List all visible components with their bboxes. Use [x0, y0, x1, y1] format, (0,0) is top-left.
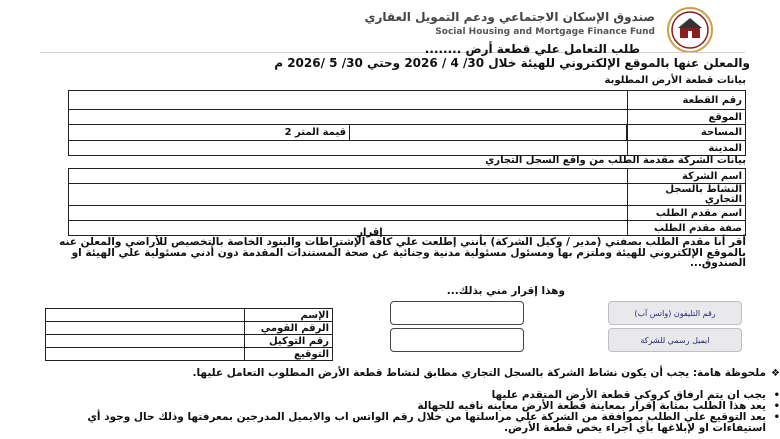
note-item [56, 367, 780, 379]
fund-logo [663, 6, 717, 54]
activity-field[interactable] [69, 184, 628, 206]
plot-number-label: رقم القطعة [628, 91, 746, 110]
org-name-english: Social Housing and Mortgage Finance Fund [435, 27, 655, 37]
bullet-icon: • [773, 412, 780, 423]
national-id-field[interactable] [46, 322, 245, 335]
city-label: المدينة [628, 141, 746, 156]
org-name-arabic: صندوق الإسكان الاجتماعي ودعم التمويل العقاري [364, 10, 655, 24]
company-name-label: اسم الشركة [628, 169, 746, 184]
phone-label-box [608, 301, 742, 325]
name-field[interactable] [46, 309, 245, 322]
power-of-attorney-label: رقم التوكيل [245, 335, 333, 348]
signature-label: التوقيع [245, 348, 333, 361]
meter-price-field[interactable] [69, 125, 258, 140]
plot-number-field[interactable] [69, 91, 628, 110]
note-text: يجب ان يتم ارفاق كروكي قطعة الأرض المتقدم عليها [491, 389, 766, 401]
signature-table [45, 308, 333, 361]
declaration-body: أقر أنا مقدم الطلب بصفتي (مدير / وكيل الشركة) بأنني إطلعت علي كافة الإشتراطات والبنود الخاصة بالتخصيص للأراضي والمعلن عنه بالموقع الإلكتروني للهيئة وملتزم بها ومسئول مسئولية مدنية وجنائية عن صحة المستندات المقدمة دون أدني مسئولية علي الهيئة او الصندوق... [59, 236, 746, 269]
applicant-name-label: اسم مقدم الطلب [628, 206, 746, 221]
name-label: الإسم [245, 309, 333, 322]
note-text: بعد التوقيع علي الطلب بموافقة من الشركة علي مراسلتها من خلال رقم الواتس اب والايميل المدرجين بمعرفتها وذلك حال وجود أي استيفاءات او لإبلاغها بأي اجراء يخص قطعة الأرض. [87, 411, 766, 434]
location-field[interactable] [69, 110, 628, 125]
land-data-table [68, 90, 746, 156]
email-input[interactable] [390, 328, 524, 352]
national-id-label: الرقم القومي [245, 322, 333, 335]
request-subtitle: والمعلن عنها بالموقع الإلكتروني للهيئة خلال 30/ 4 / 2026 وحتي 30/ 5 /2026 م [274, 56, 750, 70]
request-title: طلب التعامل علي قطعة أرض ........ [424, 42, 640, 56]
activity-label: النشاط بالسجل التجاري [628, 184, 746, 206]
phone-label: رقم التليفون (واتس آب) [634, 308, 716, 318]
bullet-icon: • [773, 390, 780, 401]
company-name-field[interactable] [69, 169, 628, 184]
declaration-closing: وهذا إقرار مني بذلك... [446, 285, 565, 297]
area-label: المساحة [628, 125, 746, 141]
diamond-bullet-icon: ❖ [771, 368, 780, 379]
applicant-capacity-label: صفة مقدم الطلب [628, 221, 746, 236]
location-label: الموقع [628, 110, 746, 125]
note-text: ملحوظة هامة: يجب أن يكون نشاط الشركة بالسجل التجاري مطابق لنشاط قطعة الأرض المطلوب التعامل عليها. [192, 367, 766, 379]
signature-field[interactable] [46, 348, 245, 361]
note-text: يعد هذا الطلب بمثابة إقرار بمعاينة قطعة الأرض معاينه نافيه للجهالة [417, 400, 766, 412]
company-data-table [68, 168, 746, 236]
email-label-box [608, 328, 742, 352]
land-section-title: بيانات قطعة الأرض المطلوبة [604, 75, 746, 86]
declaration-title: إقرار [357, 227, 383, 238]
company-section-title: بيانات الشركة مقدمة الطلب من واقع السجل التجاري [485, 155, 746, 166]
applicant-name-field[interactable] [69, 206, 628, 221]
email-label: ايميل رسمي للشركة [640, 335, 710, 345]
area-and-price-cell [69, 125, 628, 141]
bullet-icon: • [773, 401, 780, 412]
power-of-attorney-field[interactable] [46, 335, 245, 348]
phone-input[interactable] [390, 301, 524, 325]
note-item [56, 411, 780, 434]
area-field[interactable] [350, 125, 627, 140]
meter-price-label: قيمة المتر 2 [258, 125, 350, 140]
city-field[interactable] [69, 141, 628, 156]
